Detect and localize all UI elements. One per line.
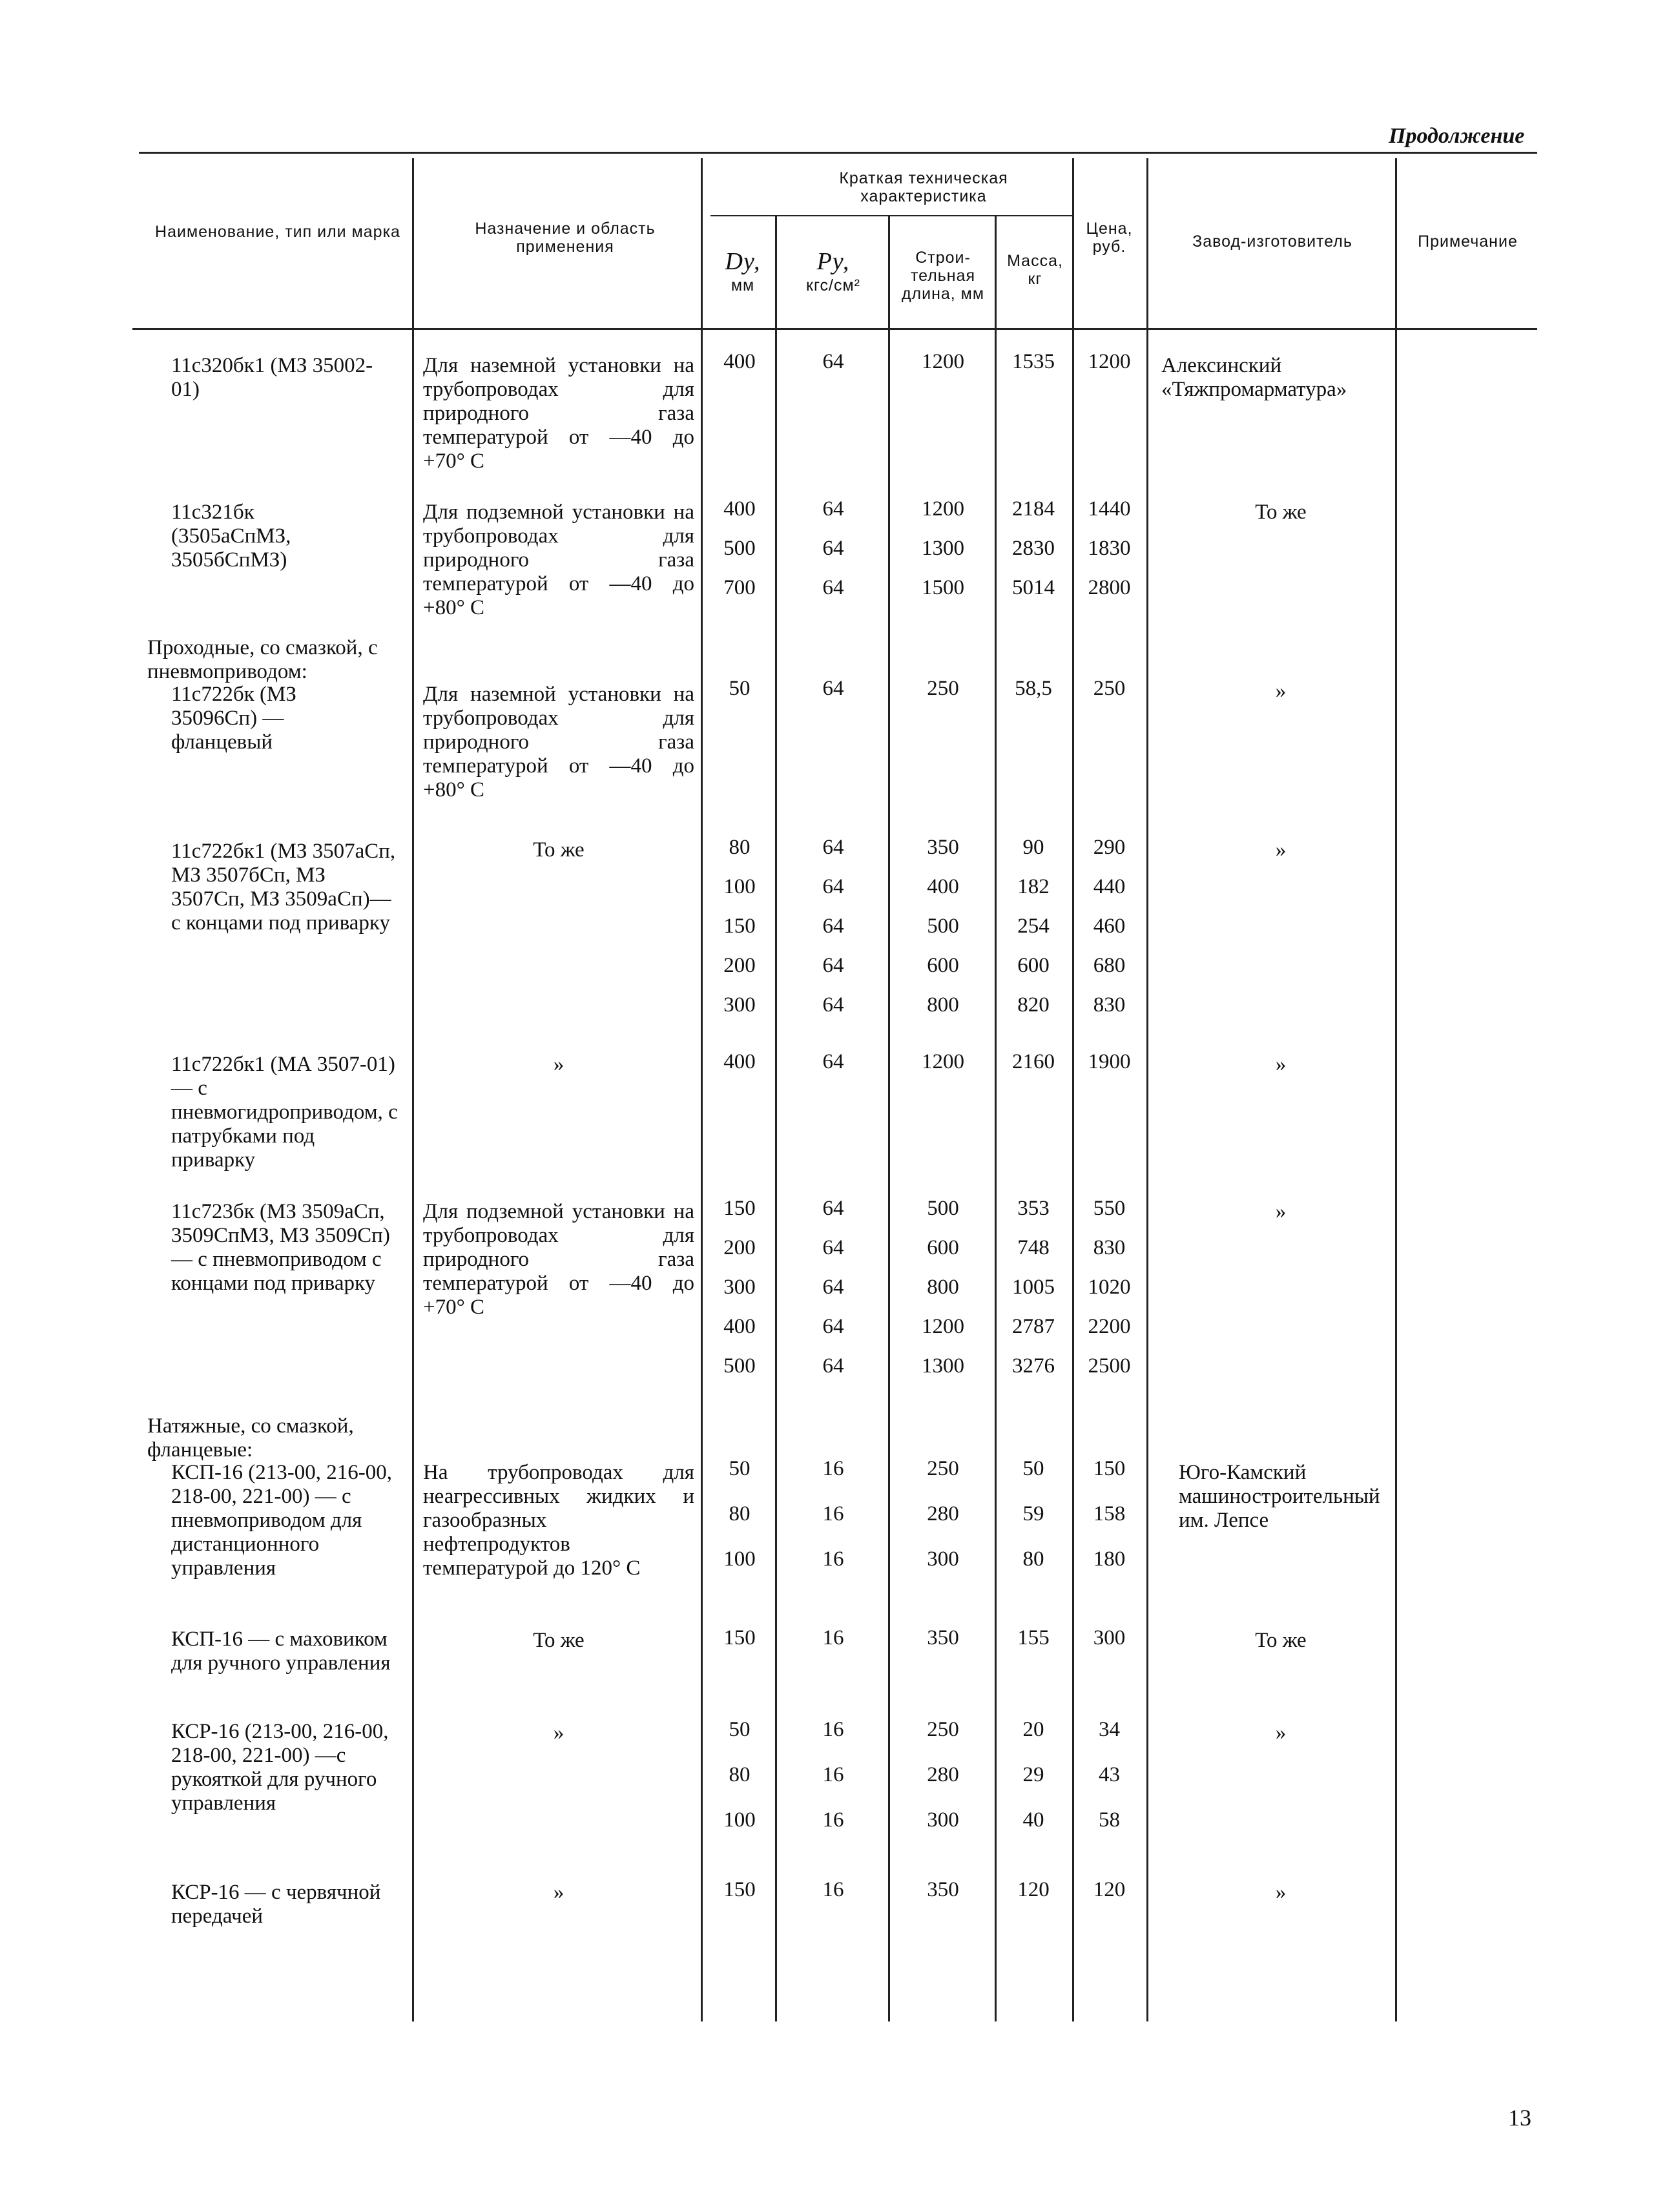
cell-dy: 150 xyxy=(723,1197,756,1220)
col-divider-purpose xyxy=(701,158,703,2021)
row-7-purpose: То же xyxy=(533,1629,585,1652)
cell-dy: 80 xyxy=(729,836,751,859)
cell-mass: 600 xyxy=(1017,954,1050,977)
cell-py: 16 xyxy=(822,1808,844,1832)
cell-py: 64 xyxy=(822,1197,844,1220)
cell-price: 1830 xyxy=(1088,537,1131,560)
row-7-name: КСП-16 — с маховиком для ручного управления xyxy=(171,1628,391,1675)
row-1-purpose: Для подземной установки на трубопроводах для природного газа температурой от —40 до +80° С xyxy=(423,501,694,619)
cell-py: 64 xyxy=(822,576,844,599)
header-tech: Краткая техническая характеристика xyxy=(839,169,1008,205)
cell-mass: 182 xyxy=(1017,875,1050,898)
cell-length: 1200 xyxy=(922,497,964,521)
row-9-manufacturer: » xyxy=(1275,1881,1287,1904)
row-0-purpose: Для наземной установки на трубопроводах для природного газа температурой от —40 до +70° С xyxy=(423,354,694,473)
cell-mass: 29 xyxy=(1022,1763,1044,1786)
cell-price: 680 xyxy=(1093,954,1126,977)
cell-price: 150 xyxy=(1093,1457,1126,1480)
row-4-name: 11с722бк1 (МА 3507-01) — с пневмогидроприводом, с патрубками под приварку xyxy=(171,1053,398,1172)
row-9-name: КСР-16 — с червячной передачей xyxy=(171,1881,381,1928)
row-3-manufacturer: » xyxy=(1275,838,1287,862)
tech-subheader-rule xyxy=(710,215,1072,216)
cell-py: 64 xyxy=(822,1050,844,1073)
cell-length: 500 xyxy=(927,1197,959,1220)
cell-mass: 20 xyxy=(1022,1718,1044,1741)
cell-length: 1200 xyxy=(922,1315,964,1338)
cell-dy: 50 xyxy=(729,677,751,700)
cell-length: 600 xyxy=(927,1236,959,1259)
cell-py: 64 xyxy=(822,875,844,898)
cell-price: 34 xyxy=(1099,1718,1120,1741)
cell-py: 64 xyxy=(822,993,844,1017)
cell-dy: 150 xyxy=(723,915,756,938)
cell-py: 64 xyxy=(822,1354,844,1378)
cell-dy: 500 xyxy=(723,1354,756,1378)
row-7-manufacturer: То же xyxy=(1255,1629,1307,1652)
cell-price: 2500 xyxy=(1088,1354,1131,1378)
row-3-purpose: То же xyxy=(533,838,585,862)
cell-mass: 58,5 xyxy=(1015,677,1052,700)
cell-price: 1020 xyxy=(1088,1276,1131,1299)
cell-mass: 254 xyxy=(1017,915,1050,938)
col-divider-py xyxy=(888,216,890,2021)
header-manufacturer: Завод-изготовитель xyxy=(1192,233,1352,251)
table-top-rule xyxy=(139,152,1537,154)
cell-length: 600 xyxy=(927,954,959,977)
cell-mass: 748 xyxy=(1017,1236,1050,1259)
header-length: Строи-тельная длина, мм xyxy=(901,249,985,303)
cell-price: 460 xyxy=(1093,915,1126,938)
cell-length: 800 xyxy=(927,1276,959,1299)
cell-price: 440 xyxy=(1093,875,1126,898)
cell-mass: 1005 xyxy=(1012,1276,1055,1299)
row-8-name: КСР-16 (213-00, 216-00, 218-00, 221-00) —с рукояткой для ручного управления xyxy=(171,1720,389,1815)
cell-mass: 59 xyxy=(1022,1502,1044,1525)
cell-length: 280 xyxy=(927,1502,959,1525)
cell-py: 64 xyxy=(822,1236,844,1259)
cell-length: 1300 xyxy=(922,537,964,560)
cell-py: 16 xyxy=(822,1547,844,1571)
row-4-manufacturer: » xyxy=(1275,1053,1287,1076)
cell-price: 180 xyxy=(1093,1547,1126,1571)
row-6-name: КСП-16 (213-00, 216-00, 218-00, 221-00) — с пневмоприводом для дистанционного управления xyxy=(171,1461,392,1580)
cell-length: 250 xyxy=(927,1457,959,1480)
cell-length: 500 xyxy=(927,915,959,938)
cell-mass: 2160 xyxy=(1012,1050,1055,1073)
header-dy-symbol: Dу, xyxy=(725,248,761,275)
cell-dy: 100 xyxy=(723,1808,756,1832)
header-mass: Масса, кг xyxy=(1007,252,1063,288)
cell-py: 64 xyxy=(822,1276,844,1299)
cell-price: 830 xyxy=(1093,993,1126,1017)
cell-price: 1900 xyxy=(1088,1050,1131,1073)
cell-price: 1200 xyxy=(1088,350,1131,373)
row-2-purpose: Для наземной установки на трубопроводах для природного газа температурой от —40 до +80° С xyxy=(423,683,694,801)
cell-dy: 400 xyxy=(723,497,756,521)
cell-price: 300 xyxy=(1093,1626,1126,1649)
cell-mass: 353 xyxy=(1017,1197,1050,1220)
cell-dy: 400 xyxy=(723,1315,756,1338)
cell-py: 16 xyxy=(822,1763,844,1786)
cell-length: 1200 xyxy=(922,1050,964,1073)
cell-py: 64 xyxy=(822,915,844,938)
row-2-name: 11с722бк (МЗ 35096Сп) — фланцевый xyxy=(171,683,296,754)
header-purpose: Назначение и область применения xyxy=(475,220,656,256)
cell-py: 64 xyxy=(822,677,844,700)
row-1-name: 11с321бк (3505аСпМЗ, 3505бСпМЗ) xyxy=(171,501,291,572)
cell-length: 300 xyxy=(927,1547,959,1571)
cell-price: 2200 xyxy=(1088,1315,1131,1338)
row-2-group-heading: Проходные, со смазкой, с пневмоприводом: xyxy=(147,636,378,683)
cell-mass: 90 xyxy=(1022,836,1044,859)
cell-mass: 2184 xyxy=(1012,497,1055,521)
cell-py: 64 xyxy=(822,954,844,977)
continuation-label: Продолжение xyxy=(1389,124,1525,148)
cell-price: 250 xyxy=(1093,677,1126,700)
row-4-purpose: » xyxy=(553,1053,565,1076)
cell-length: 350 xyxy=(927,836,959,859)
row-1-manufacturer: То же xyxy=(1255,501,1307,524)
cell-py: 16 xyxy=(822,1626,844,1649)
cell-dy: 80 xyxy=(729,1502,751,1525)
cell-price: 120 xyxy=(1093,1878,1126,1901)
cell-mass: 2787 xyxy=(1012,1315,1055,1338)
col-divider-length xyxy=(995,216,997,2021)
row-5-manufacturer: » xyxy=(1275,1200,1287,1223)
cell-mass: 3276 xyxy=(1012,1354,1055,1378)
cell-py: 64 xyxy=(822,1315,844,1338)
cell-mass: 1535 xyxy=(1012,350,1055,373)
cell-dy: 200 xyxy=(723,954,756,977)
row-6-purpose: На трубопроводах для неагрессивных жидких и газообразных нефтепродуктов температурой до 120° С xyxy=(423,1461,694,1580)
cell-py: 16 xyxy=(822,1878,844,1901)
cell-price: 550 xyxy=(1093,1197,1126,1220)
header-name: Наименование, тип или марка xyxy=(155,223,400,241)
header-py-unit: кгс/см² xyxy=(806,276,860,295)
cell-py: 16 xyxy=(822,1457,844,1480)
cell-length: 250 xyxy=(927,677,959,700)
cell-dy: 400 xyxy=(723,350,756,373)
row-8-manufacturer: » xyxy=(1275,1721,1287,1744)
row-2-manufacturer: » xyxy=(1275,679,1287,703)
cell-mass: 820 xyxy=(1017,993,1050,1017)
header-note: Примечание xyxy=(1418,233,1518,251)
col-divider-mass xyxy=(1072,158,1074,2021)
cell-length: 800 xyxy=(927,993,959,1017)
cell-dy: 700 xyxy=(723,576,756,599)
cell-mass: 120 xyxy=(1017,1878,1050,1901)
row-5-name: 11с723бк (МЗ 3509аСп, 3509СпМЗ, МЗ 3509Сп) — с пневмоприводом с концами под приварку xyxy=(171,1200,390,1295)
header-py-symbol: Pу, xyxy=(816,248,850,275)
cell-length: 280 xyxy=(927,1763,959,1786)
cell-dy: 500 xyxy=(723,537,756,560)
cell-length: 350 xyxy=(927,1878,959,1901)
cell-mass: 50 xyxy=(1022,1457,1044,1480)
cell-py: 16 xyxy=(822,1502,844,1525)
cell-mass: 5014 xyxy=(1012,576,1055,599)
cell-length: 250 xyxy=(927,1718,959,1741)
cell-py: 64 xyxy=(822,836,844,859)
cell-dy: 80 xyxy=(729,1763,751,1786)
cell-py: 64 xyxy=(822,537,844,560)
cell-price: 43 xyxy=(1099,1763,1120,1786)
header-dy-unit: мм xyxy=(730,276,755,295)
cell-price: 830 xyxy=(1093,1236,1126,1259)
row-6-manufacturer: Юго-Камский машиностроительный им. Лепсе xyxy=(1179,1461,1380,1532)
col-divider-price xyxy=(1146,158,1148,2021)
cell-dy: 150 xyxy=(723,1878,756,1901)
cell-dy: 50 xyxy=(729,1457,751,1480)
row-6-group-heading: Натяжные, со смазкой, фланцевые: xyxy=(147,1414,354,1462)
cell-mass: 40 xyxy=(1022,1808,1044,1832)
cell-price: 290 xyxy=(1093,836,1126,859)
col-divider-name xyxy=(412,158,414,2021)
cell-py: 64 xyxy=(822,497,844,521)
row-0-manufacturer: Алексинский «Тяжпромарматура» xyxy=(1161,354,1347,401)
cell-dy: 50 xyxy=(729,1718,751,1741)
row-9-purpose: » xyxy=(553,1881,565,1904)
page-number: 13 xyxy=(1508,2105,1531,2131)
cell-length: 400 xyxy=(927,875,959,898)
cell-mass: 2830 xyxy=(1012,537,1055,560)
cell-price: 158 xyxy=(1093,1502,1126,1525)
cell-length: 1300 xyxy=(922,1354,964,1378)
cell-dy: 150 xyxy=(723,1626,756,1649)
header-price: Цена, руб. xyxy=(1086,220,1133,256)
cell-mass: 80 xyxy=(1022,1547,1044,1571)
cell-dy: 300 xyxy=(723,1276,756,1299)
cell-length: 1500 xyxy=(922,576,964,599)
cell-mass: 155 xyxy=(1017,1626,1050,1649)
cell-dy: 100 xyxy=(723,875,756,898)
row-3-name: 11с722бк1 (МЗ 3507аСп, МЗ 3507бСп, МЗ 3507Сп, МЗ 3509аСп)— с концами под приварку xyxy=(171,840,396,935)
cell-length: 300 xyxy=(927,1808,959,1832)
cell-dy: 100 xyxy=(723,1547,756,1571)
cell-length: 1200 xyxy=(922,350,964,373)
row-0-name: 11с320бк1 (МЗ 35002-01) xyxy=(171,354,373,401)
row-8-purpose: » xyxy=(553,1721,565,1744)
cell-length: 350 xyxy=(927,1626,959,1649)
col-divider-dy xyxy=(775,216,777,2021)
cell-dy: 300 xyxy=(723,993,756,1017)
row-5-purpose: Для подземной установки на трубопроводах для природного газа температурой от —40 до +70° С xyxy=(423,1200,694,1319)
header-bottom-rule xyxy=(132,328,1537,330)
cell-price: 58 xyxy=(1099,1808,1120,1832)
cell-price: 2800 xyxy=(1088,576,1131,599)
cell-dy: 400 xyxy=(723,1050,756,1073)
cell-py: 64 xyxy=(822,350,844,373)
cell-price: 1440 xyxy=(1088,497,1131,521)
cell-dy: 200 xyxy=(723,1236,756,1259)
cell-py: 16 xyxy=(822,1718,844,1741)
